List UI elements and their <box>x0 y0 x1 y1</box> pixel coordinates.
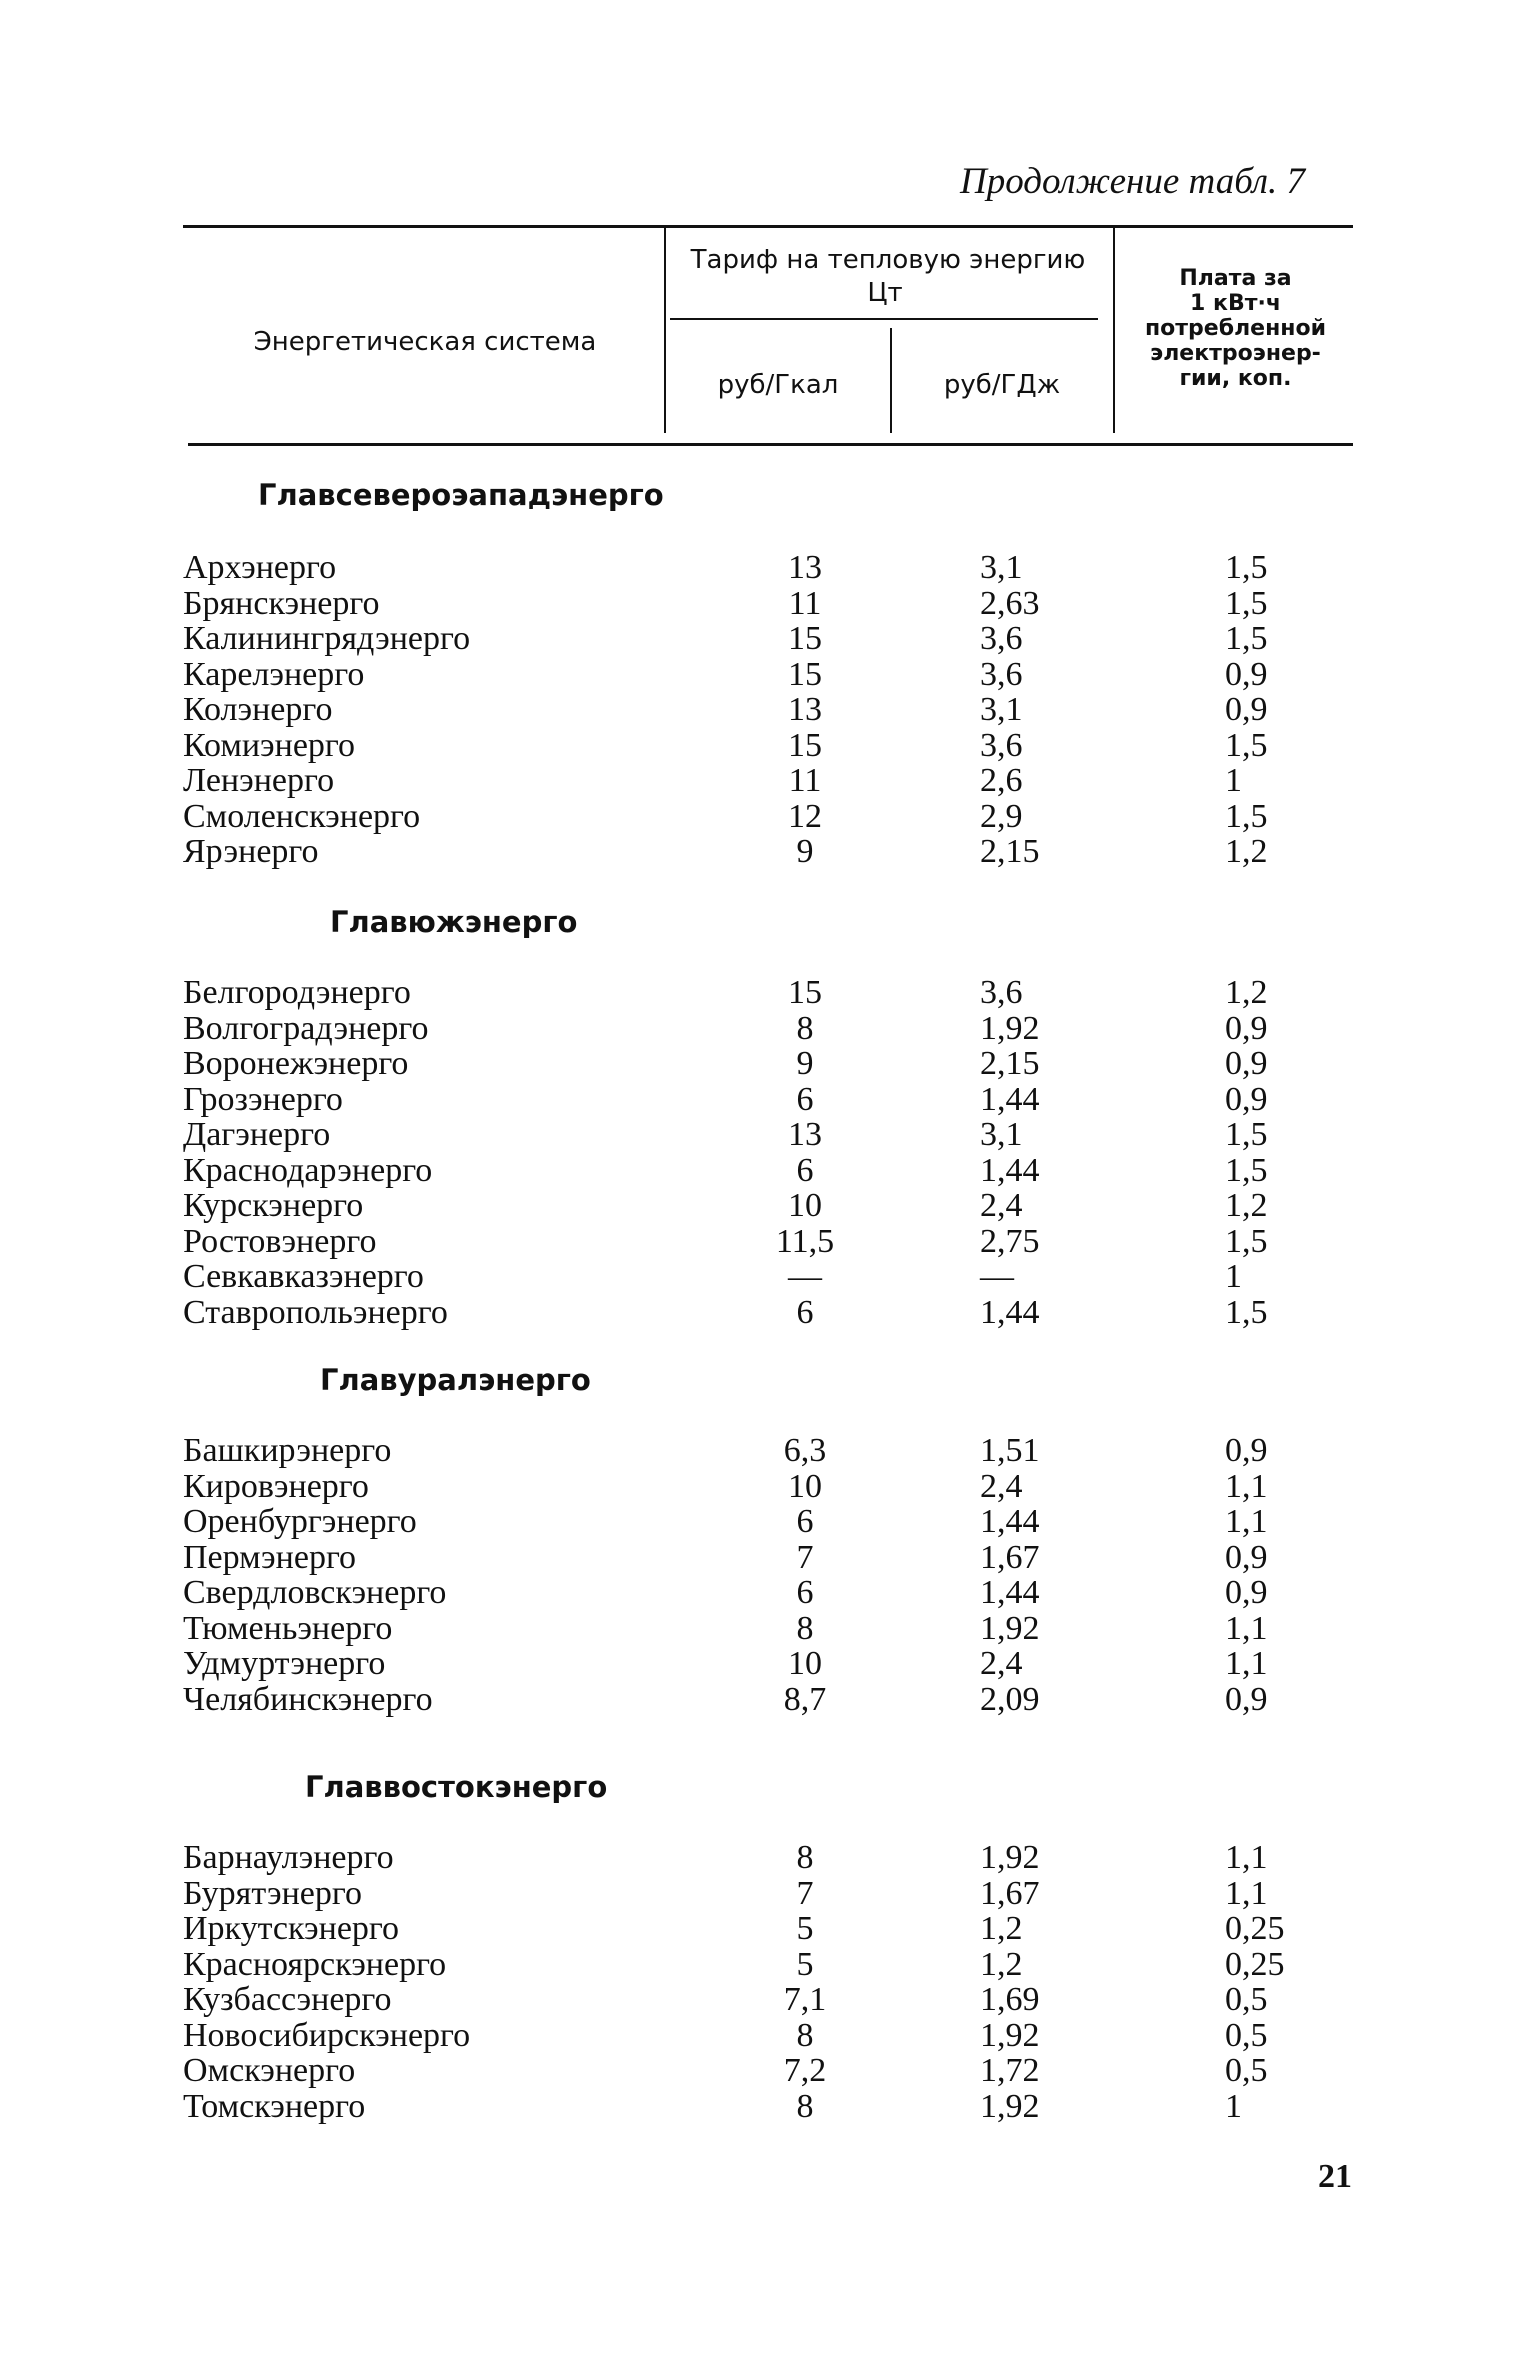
page-number: 21 <box>1318 2158 1352 2195</box>
cell-tariff-gj: 3,6 <box>980 620 1023 657</box>
cell-tariff-gcal: 12 <box>788 797 822 835</box>
header-divider-units <box>890 328 892 433</box>
cell-tariff-gcal: 6 <box>796 1574 814 1611</box>
cell-tariff-gcal: 7 <box>796 1538 814 1576</box>
cell-tariff-gj: 1,44 <box>980 1151 1040 1189</box>
cell-tariff-gcal: 6 <box>796 1293 814 1331</box>
cell-tariff-gcal: 8 <box>796 1609 814 1647</box>
cell-system-name: Курскэнерго <box>183 1187 364 1224</box>
cell-system-name: Ярэнерго <box>183 833 319 870</box>
cell-system-name: Карелэнерго <box>183 655 365 693</box>
cell-payment-kwh: 0,25 <box>1225 1945 1285 1983</box>
cell-tariff-gj: 1,92 <box>980 1009 1040 1047</box>
table-row <box>0 1011 1536 1047</box>
cell-system-name: Ставропольэнерго <box>183 1293 448 1331</box>
cell-tariff-gj: 3,6 <box>980 974 1023 1011</box>
table-row <box>0 763 1536 799</box>
header-payment-line: 1 кВт·ч <box>1190 291 1281 316</box>
cell-tariff-gcal: 6,3 <box>783 1432 827 1469</box>
cell-system-name: Барнаулэнерго <box>183 1839 394 1876</box>
cell-tariff-gcal: 15 <box>788 726 822 764</box>
cell-tariff-gj: 1,72 <box>980 2052 1040 2089</box>
cell-tariff-gcal: 10 <box>788 1467 822 1505</box>
cell-payment-kwh: 1,1 <box>1225 1503 1268 1540</box>
cell-payment-kwh: 1,1 <box>1225 1467 1268 1505</box>
cell-tariff-gcal: 8 <box>796 2087 814 2125</box>
table-row <box>0 1646 1536 1682</box>
cell-tariff-gcal: 6 <box>796 1503 814 1540</box>
group-title: Главюжэнерго <box>330 905 578 939</box>
header-bottom-rule <box>188 443 1353 446</box>
table-row <box>0 692 1536 728</box>
table-row <box>0 1947 1536 1983</box>
cell-tariff-gj: 2,15 <box>980 1045 1040 1082</box>
cell-payment-kwh: 0,25 <box>1225 1910 1285 1947</box>
cell-tariff-gj: 2,4 <box>980 1467 1023 1505</box>
cell-payment-kwh: 1 <box>1225 1258 1242 1295</box>
cell-payment-kwh: 0,9 <box>1225 655 1268 693</box>
cell-payment-kwh: 1,1 <box>1225 1609 1268 1647</box>
table-row <box>0 1540 1536 1576</box>
cell-tariff-gj: 1,92 <box>980 2016 1040 2054</box>
cell-system-name: Иркутскэнерго <box>183 1910 400 1947</box>
cell-payment-kwh: 1,2 <box>1225 833 1268 870</box>
cell-tariff-gj: 1,67 <box>980 1538 1040 1576</box>
header-system: Энергетическая система <box>253 327 597 357</box>
table-row <box>0 1876 1536 1912</box>
group-title: Главсевероэападэнерго <box>258 478 664 512</box>
cell-tariff-gcal: 5 <box>796 1910 814 1947</box>
cell-payment-kwh: 0,9 <box>1225 1432 1268 1469</box>
cell-payment-kwh: 1,5 <box>1225 584 1268 622</box>
cell-tariff-gcal: 9 <box>796 1045 814 1082</box>
cell-tariff-gj: 1,44 <box>980 1293 1040 1331</box>
cell-system-name: Волгоградэнерго <box>183 1009 429 1047</box>
cell-system-name: Краснодарэнерго <box>183 1151 433 1189</box>
cell-payment-kwh: 1 <box>1225 2087 1242 2125</box>
table-row <box>0 1504 1536 1540</box>
cell-tariff-gj: 2,09 <box>980 1680 1040 1718</box>
cell-tariff-gj: 2,6 <box>980 762 1023 799</box>
cell-tariff-gj: 2,9 <box>980 797 1023 835</box>
cell-tariff-gj: 3,1 <box>980 549 1023 586</box>
cell-tariff-gj: 3,1 <box>980 691 1023 728</box>
cell-system-name: Тюменьэнерго <box>183 1609 393 1647</box>
cell-payment-kwh: 0,9 <box>1225 1045 1268 1082</box>
cell-tariff-gj: — <box>980 1258 1014 1295</box>
cell-tariff-gcal: 15 <box>788 655 822 693</box>
cell-payment-kwh: 0,9 <box>1225 1680 1268 1718</box>
table-row <box>0 1259 1536 1295</box>
cell-tariff-gcal: 6 <box>796 1080 814 1118</box>
table-row <box>0 1188 1536 1224</box>
header-top-rule <box>183 225 1353 228</box>
table-row <box>0 1840 1536 1876</box>
cell-tariff-gj: 1,44 <box>980 1503 1040 1540</box>
cell-system-name: Архэнерго <box>183 549 337 586</box>
cell-payment-kwh: 1,5 <box>1225 726 1268 764</box>
header-payment-line: Плата за <box>1179 266 1292 291</box>
cell-payment-kwh: 1 <box>1225 762 1242 799</box>
table-row <box>0 1611 1536 1647</box>
table-caption: Продолжение табл. 7 <box>960 161 1306 202</box>
cell-tariff-gcal: 15 <box>788 974 822 1011</box>
cell-system-name: Пермэнерго <box>183 1538 357 1576</box>
cell-payment-kwh: 1,5 <box>1225 797 1268 835</box>
cell-tariff-gcal: — <box>788 1258 822 1295</box>
cell-tariff-gcal: 11 <box>788 584 822 622</box>
table-row <box>0 799 1536 835</box>
table-row <box>0 621 1536 657</box>
cell-tariff-gcal: 11 <box>788 762 822 799</box>
cell-tariff-gcal: 10 <box>788 1645 822 1682</box>
cell-system-name: Красноярскэнерго <box>183 1945 447 1983</box>
cell-tariff-gcal: 5 <box>796 1945 814 1983</box>
cell-tariff-gcal: 8,7 <box>783 1680 827 1718</box>
cell-payment-kwh: 0,9 <box>1225 1009 1268 1047</box>
cell-tariff-gj: 1,69 <box>980 1981 1040 2018</box>
table-row <box>0 1117 1536 1153</box>
cell-system-name: Колэнерго <box>183 691 333 728</box>
cell-tariff-gcal: 11,5 <box>775 1222 835 1260</box>
cell-payment-kwh: 0,5 <box>1225 2016 1268 2054</box>
cell-payment-kwh: 1,5 <box>1225 1293 1268 1331</box>
cell-payment-kwh: 1,5 <box>1225 1116 1268 1153</box>
table-row <box>0 2053 1536 2089</box>
table-row <box>0 1911 1536 1947</box>
cell-system-name: Ленэнерго <box>183 762 335 799</box>
cell-system-name: Челябинскэнерго <box>183 1680 433 1718</box>
cell-tariff-gj: 1,44 <box>980 1574 1040 1611</box>
cell-tariff-gj: 2,4 <box>980 1645 1023 1682</box>
cell-system-name: Брянскэнерго <box>183 584 380 622</box>
header-tariff-underline <box>670 318 1098 320</box>
cell-payment-kwh: 1,1 <box>1225 1645 1268 1682</box>
cell-tariff-gj: 2,75 <box>980 1222 1040 1260</box>
cell-system-name: Томскэнерго <box>183 2087 366 2125</box>
cell-tariff-gj: 3,6 <box>980 655 1023 693</box>
cell-payment-kwh: 0,9 <box>1225 691 1268 728</box>
table-row <box>0 728 1536 764</box>
cell-payment-kwh: 1,1 <box>1225 1874 1268 1912</box>
table-row <box>0 1046 1536 1082</box>
header-unit-gj: руб/ГДж <box>943 370 1061 400</box>
cell-tariff-gj: 1,92 <box>980 1839 1040 1876</box>
header-unit-gcal: руб/Гкал <box>717 370 839 400</box>
cell-tariff-gcal: 8 <box>796 1009 814 1047</box>
cell-payment-kwh: 1,5 <box>1225 1222 1268 1260</box>
cell-system-name: Грозэнерго <box>183 1080 343 1118</box>
table-row <box>0 657 1536 693</box>
table-row <box>0 1575 1536 1611</box>
header-payment-line: гии, коп. <box>1179 366 1292 391</box>
table-row <box>0 975 1536 1011</box>
cell-system-name: Кузбассэнерго <box>183 1981 392 2018</box>
table-row <box>0 1295 1536 1331</box>
table-row <box>0 2089 1536 2125</box>
cell-tariff-gcal: 6 <box>796 1151 814 1189</box>
cell-system-name: Бурятэнерго <box>183 1874 362 1912</box>
header-payment-line: потребленной <box>1144 316 1327 341</box>
table-row <box>0 1082 1536 1118</box>
cell-tariff-gcal: 9 <box>796 833 814 870</box>
cell-tariff-gcal: 7 <box>796 1874 814 1912</box>
cell-system-name: Калинингрядэнерго <box>183 620 471 657</box>
cell-tariff-gj: 1,44 <box>980 1080 1040 1118</box>
cell-system-name: Дагэнерго <box>183 1116 331 1153</box>
table-row <box>0 1433 1536 1469</box>
table-row <box>0 586 1536 622</box>
cell-payment-kwh: 1,2 <box>1225 1187 1268 1224</box>
cell-payment-kwh: 1,5 <box>1225 620 1268 657</box>
header-payment <box>1118 266 1353 391</box>
cell-system-name: Севкавказэнерго <box>183 1258 424 1295</box>
cell-system-name: Смоленскэнерго <box>183 797 421 835</box>
cell-payment-kwh: 0,9 <box>1225 1574 1268 1611</box>
cell-tariff-gcal: 8 <box>796 1839 814 1876</box>
cell-payment-kwh: 0,9 <box>1225 1080 1268 1118</box>
cell-tariff-gj: 1,92 <box>980 1609 1040 1647</box>
cell-tariff-gj: 1,92 <box>980 2087 1040 2125</box>
cell-payment-kwh: 1,2 <box>1225 974 1268 1011</box>
cell-tariff-gcal: 10 <box>788 1187 822 1224</box>
table-row <box>0 1982 1536 2018</box>
table-row <box>0 2018 1536 2054</box>
cell-payment-kwh: 1,5 <box>1225 1151 1268 1189</box>
cell-tariff-gj: 1,2 <box>980 1945 1023 1983</box>
cell-system-name: Омскэнерго <box>183 2052 356 2089</box>
cell-tariff-gj: 2,63 <box>980 584 1040 622</box>
cell-system-name: Оренбургэнерго <box>183 1503 417 1540</box>
cell-system-name: Свердловскэнерго <box>183 1574 447 1611</box>
header-tariff-symbol: Цт <box>867 278 903 308</box>
cell-system-name: Башкирэнерго <box>183 1432 392 1469</box>
header-divider-right <box>1113 228 1115 433</box>
table-row <box>0 1469 1536 1505</box>
cell-system-name: Белгородэнерго <box>183 974 411 1011</box>
table-row <box>0 550 1536 586</box>
cell-tariff-gcal: 7,1 <box>783 1981 827 2018</box>
header-tariff: Тариф на тепловую энергию <box>690 245 1086 275</box>
cell-tariff-gcal: 15 <box>788 620 822 657</box>
table-row <box>0 834 1536 870</box>
cell-payment-kwh: 0,9 <box>1225 1538 1268 1576</box>
cell-tariff-gj: 2,15 <box>980 833 1040 870</box>
cell-tariff-gj: 1,67 <box>980 1874 1040 1912</box>
cell-tariff-gj: 3,1 <box>980 1116 1023 1153</box>
cell-system-name: Кировэнерго <box>183 1467 369 1505</box>
cell-payment-kwh: 0,5 <box>1225 2052 1268 2089</box>
cell-tariff-gcal: 13 <box>788 1116 822 1153</box>
cell-payment-kwh: 1,5 <box>1225 549 1268 586</box>
cell-system-name: Ростовэнерго <box>183 1222 377 1260</box>
cell-tariff-gj: 2,4 <box>980 1187 1023 1224</box>
cell-tariff-gcal: 7,2 <box>783 2052 827 2089</box>
cell-system-name: Комиэнерго <box>183 726 356 764</box>
table-row <box>0 1153 1536 1189</box>
cell-tariff-gj: 1,2 <box>980 1910 1023 1947</box>
cell-system-name: Новосибирскэнерго <box>183 2016 471 2054</box>
table-row <box>0 1224 1536 1260</box>
cell-tariff-gcal: 13 <box>788 549 822 586</box>
header-payment-line: электроэнер- <box>1150 341 1321 366</box>
cell-payment-kwh: 1,1 <box>1225 1839 1268 1876</box>
cell-payment-kwh: 0,5 <box>1225 1981 1268 2018</box>
cell-system-name: Воронежэнерго <box>183 1045 409 1082</box>
cell-tariff-gcal: 13 <box>788 691 822 728</box>
cell-system-name: Удмуртэнерго <box>183 1645 386 1682</box>
group-title: Главвостокэнерго <box>305 1770 608 1804</box>
cell-tariff-gj: 3,6 <box>980 726 1023 764</box>
cell-tariff-gcal: 8 <box>796 2016 814 2054</box>
table-row <box>0 1682 1536 1718</box>
header-divider-left <box>664 228 666 433</box>
group-title: Главуралэнерго <box>320 1363 591 1397</box>
cell-tariff-gj: 1,51 <box>980 1432 1040 1469</box>
